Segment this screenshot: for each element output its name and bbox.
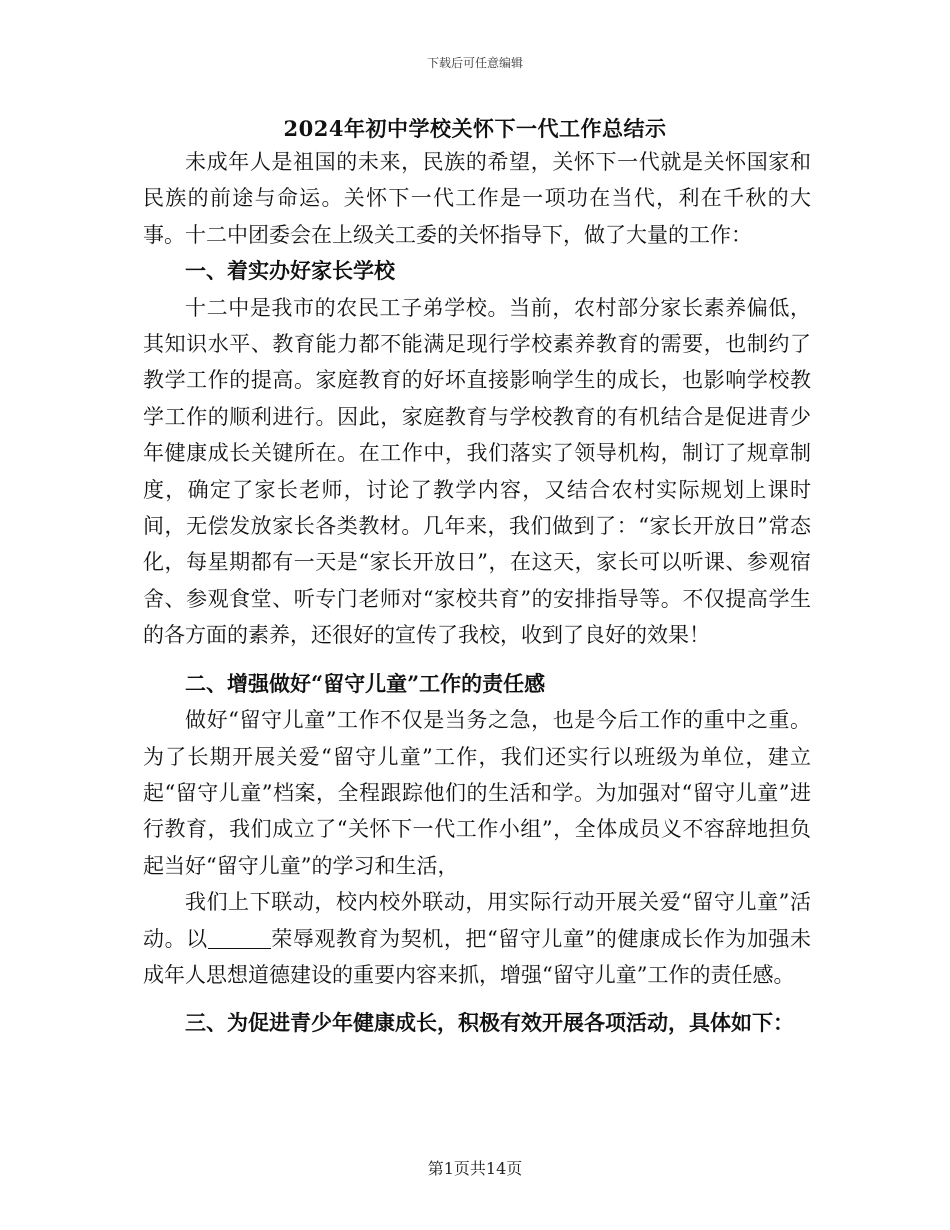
fill-in-blank: [208, 927, 271, 949]
section-1-paragraph: 十二中是我市的农民工子弟学校。当前，农村部分家长素养偏低，其知识水平、教育能力都不能满足现行学校素养教育的需要，也制约了教学工作的提高。家庭教育的好坏直接影响学生的成长，也影响学校教学工作的顺利进行。因此，家庭教育与学校教育的有机结合是促进青少年健康成长关键所在。在工作中，我们落实了领导机构，制订了规章制度，确定了家长老师，讨论了教学内容，又结合农村实际规划上课时间，无偿发放家长各类教材。几年来，我们做到了：“家长开放日”常态化，每星期都有一天是“家长开放日”，在这天，家长可以听课、参观宿舍、参观食堂、听专门老师对“家校共育”的安排指导等。不仅提高学生的各方面的素养，还很好的宣传了我校，收到了良好的效果！: [143, 295, 811, 648]
intro-paragraph: 未成年人是祖国的未来，民族的希望，关怀下一代就是关怀国家和民族的前途与命运。关怀下一代工作是一项功在当代，利在千秋的大事。十二中团委会在上级关工委的关怀指导下，做了大量的工作：: [143, 150, 811, 247]
document-body: [143, 144, 811, 1042]
section-1-heading: 一、着实办好家长学校: [185, 258, 395, 284]
download-note: 下载后可任意编辑: [426, 56, 523, 70]
section-2-paragraph-2-end: 荣辱观教育为契机，把“留守儿童”的健康成长作为加强未成年人思想道德建设的重要内容来抓，增强“留守儿童”工作的责任感。: [143, 926, 811, 987]
page-footer: 第1页共14页: [427, 1159, 523, 1178]
section-2-paragraph-2-start: 我们上下联动，校内校外联动，用实际行动开展关爱“留守儿童”活动。以: [143, 890, 811, 951]
section-3-heading: 三、为促进青少年健康成长，积极有效开展各项活动，具体如下：: [185, 1010, 794, 1036]
section-2-heading: 二、增强做好“留守儿童”工作的责任感: [185, 670, 546, 696]
section-2-paragraph-1: 做好“留守儿童”工作不仅是当务之急，也是今后工作的重中之重。为了长期开展关爱“留守儿童”工作，我们还实行以班级为单位，建立起“留守儿童”档案，全程跟踪他们的生活和学。为加强对“留守儿童”进行教育，我们成立了“关怀下一代工作小组”，全体成员义不容辞地担负起当好“留守儿童”的学习和生活，: [143, 708, 811, 878]
document-title: 2024年初中学校关怀下一代工作总结示: [283, 116, 667, 141]
section-2-paragraph-2: [143, 884, 811, 993]
